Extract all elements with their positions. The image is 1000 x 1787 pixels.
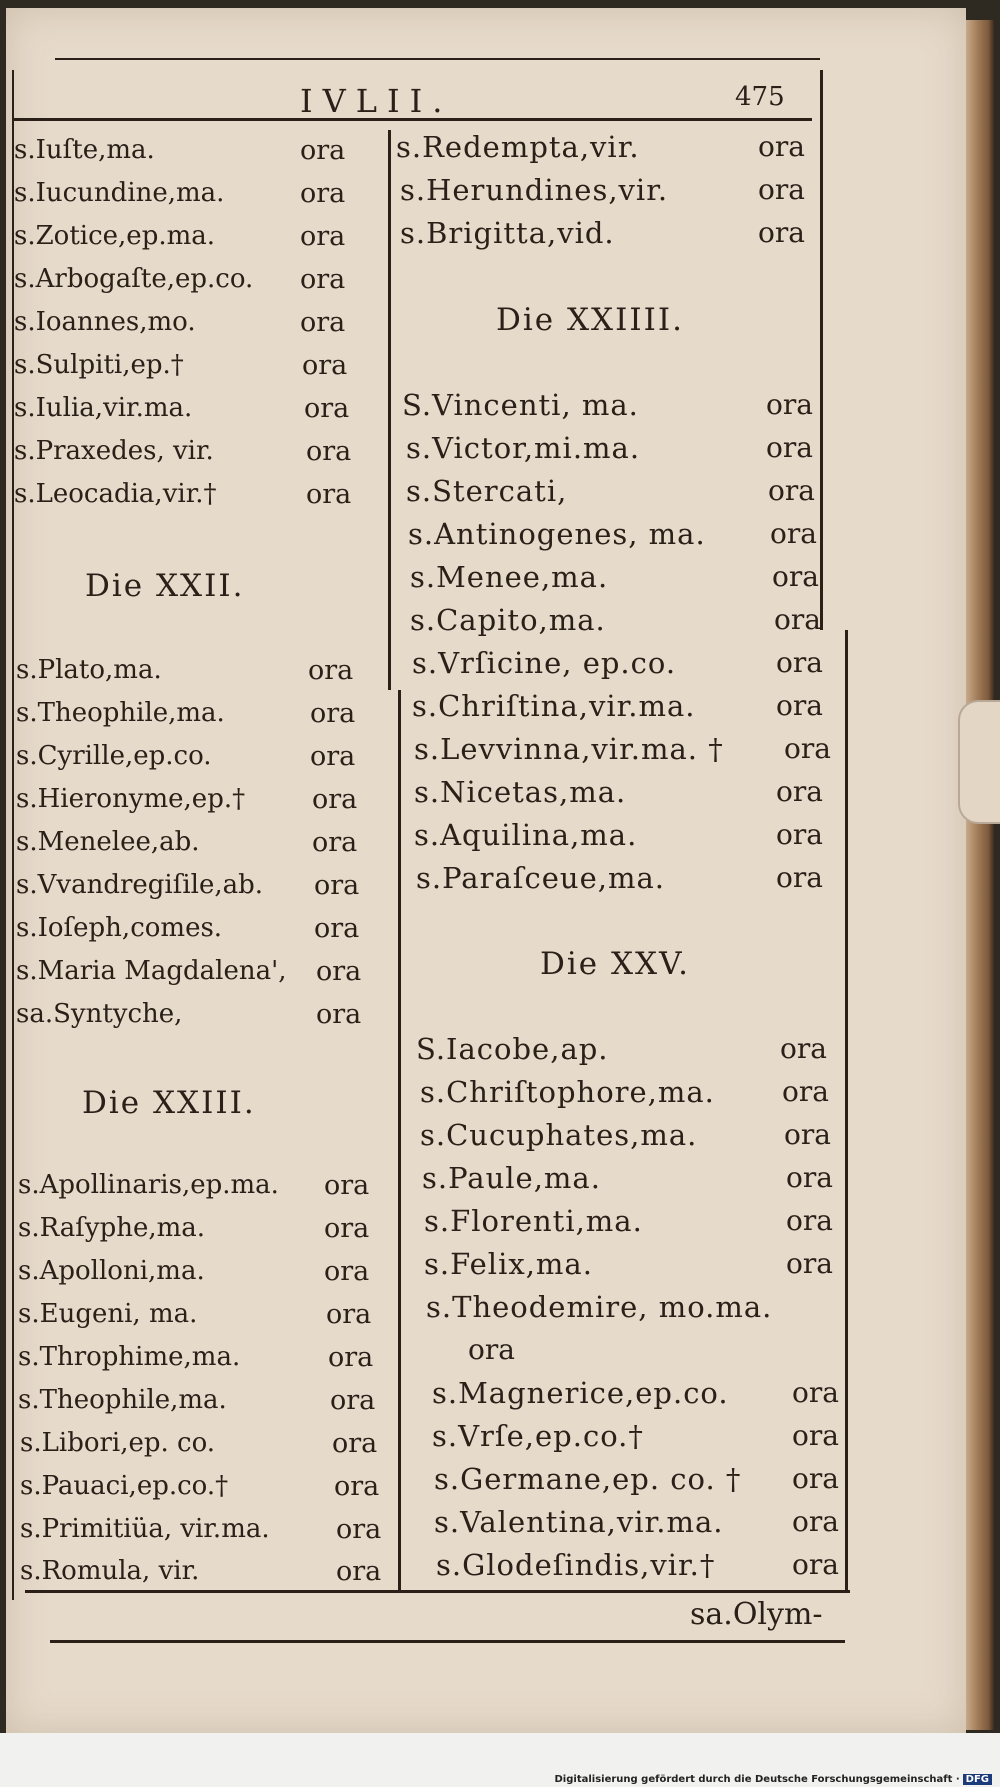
saint-name: s.Menee,ma. <box>410 560 609 594</box>
saint-name: s.Ioſeph,comes. <box>16 913 223 943</box>
list-item <box>422 1161 833 1195</box>
saint-name: s.Nicetas,ma. <box>414 775 627 809</box>
list-item <box>14 393 350 424</box>
saint-name: s.Plato,ma. <box>16 655 162 685</box>
list-item <box>406 474 815 508</box>
credit-text: Digitalisierung gefördert durch die Deutsche Forschungsgemeinschaft · <box>554 1774 960 1785</box>
saint-name: s.Sulpiti,ep.† <box>14 350 184 380</box>
saint-name: s.Iucundine,ma. <box>14 178 225 208</box>
ora-label: ora <box>308 655 354 686</box>
catchword: sa.Olym- <box>690 1597 823 1632</box>
saint-name: s.Chriſtophore,ma. <box>420 1075 715 1109</box>
right-frame-rule <box>820 70 823 630</box>
saint-name: s.Pauaci,ep.co.† <box>20 1471 229 1501</box>
list-item <box>18 1299 372 1330</box>
list-item <box>416 1032 827 1066</box>
saint-name: s.Herundines,vir. <box>400 173 669 207</box>
list-item <box>16 999 362 1030</box>
day-heading: Die XXIIII. <box>496 302 684 338</box>
ora-label: ora <box>328 1342 374 1373</box>
list-item <box>14 135 346 166</box>
ora-label: ora <box>324 1256 370 1287</box>
saint-name: s.Romula, vir. <box>20 1556 200 1586</box>
saint-name: s.Valentina,vir.ma. <box>434 1505 724 1539</box>
list-item <box>20 1428 378 1459</box>
ora-label: ora <box>310 698 356 729</box>
list-item <box>16 956 362 987</box>
left-frame-rule <box>12 70 14 1600</box>
saint-name: s.Iulia,vir.ma. <box>14 393 193 423</box>
list-item <box>432 1376 839 1410</box>
ora-label: ora <box>792 1419 839 1452</box>
ora-label: ora <box>326 1299 372 1330</box>
list-item <box>402 388 813 422</box>
column-divider-top <box>388 130 391 690</box>
list-item <box>424 1204 833 1238</box>
ora-label: ora <box>766 388 813 421</box>
list-item <box>20 1556 382 1587</box>
saint-name: s.Vvandregiſile,ab. <box>16 870 264 900</box>
ora-label: ora <box>782 1075 829 1108</box>
saint-name: s.Capito,ma. <box>410 603 606 637</box>
list-item <box>16 784 358 815</box>
saint-name: s.Theodemire, mo.ma. <box>426 1290 773 1324</box>
list-item <box>14 479 352 510</box>
list-item <box>414 732 831 766</box>
dfg-logo: DFG <box>963 1774 992 1785</box>
list-item <box>396 130 805 164</box>
saint-name: s.Zotice,ep.ma. <box>14 221 216 251</box>
saint-name: s.Eugeni, ma. <box>18 1299 198 1329</box>
list-item <box>16 655 354 686</box>
list-item <box>426 1290 772 1324</box>
saint-name: s.Paraſceue,ma. <box>416 861 665 895</box>
ora-label: ora <box>312 784 358 815</box>
list-item <box>400 173 805 207</box>
saint-name: s.Magnerice,ep.co. <box>432 1376 729 1410</box>
header-top-rule <box>55 58 820 60</box>
list-item <box>412 689 823 723</box>
saint-name: sa.Syntyche, <box>16 999 183 1029</box>
saint-name: s.Vrſicine, ep.co. <box>412 646 677 680</box>
ora-label: ora <box>792 1548 839 1581</box>
list-item <box>18 1213 370 1244</box>
list-item <box>410 603 821 637</box>
saint-name: s.Libori,ep. co. <box>20 1428 216 1458</box>
ora-label: ora <box>758 130 805 163</box>
saint-name: s.Antinogenes, ma. <box>408 517 706 551</box>
ora-label: ora <box>786 1161 833 1194</box>
list-item <box>14 221 346 252</box>
column-divider-bottom <box>398 690 401 1590</box>
ora-label: ora <box>300 221 346 252</box>
ora-label: ora <box>314 913 360 944</box>
list-item <box>414 818 823 852</box>
bottom-rule <box>50 1640 845 1643</box>
list-item <box>468 1333 515 1366</box>
page-number: 475 <box>735 82 785 112</box>
list-item <box>14 264 346 295</box>
saint-name: s.Maria Magdalena', <box>16 956 287 986</box>
ora-label: ora <box>784 732 831 765</box>
saint-name: s.Redempta,vir. <box>396 130 640 164</box>
saint-name: s.Iuſte,ma. <box>14 135 155 165</box>
saint-name: s.Felix,ma. <box>424 1247 593 1281</box>
ora-label: ora <box>314 870 360 901</box>
saint-name: s.Cucuphates,ma. <box>420 1118 698 1152</box>
ora-label: ora <box>776 861 823 894</box>
saint-name: s.Arbogaſte,ep.co. <box>14 264 254 294</box>
saint-name: s.Aquilina,ma. <box>414 818 638 852</box>
list-item <box>420 1118 831 1152</box>
ora-label: ora <box>774 603 821 636</box>
ora-label: ora <box>316 956 362 987</box>
saint-name: s.Brigitta,vid. <box>400 216 615 250</box>
ora-label: ora <box>306 436 352 467</box>
list-item <box>16 698 356 729</box>
ora-label: ora <box>776 775 823 808</box>
saint-name: s.Throphime,ma. <box>18 1342 241 1372</box>
footer-rule <box>25 1590 850 1593</box>
saint-name: s.Cyrille,ep.co. <box>16 741 212 771</box>
list-item <box>16 741 356 772</box>
list-item <box>14 350 348 381</box>
ora-label: ora <box>776 818 823 851</box>
ora-label: ora <box>300 264 346 295</box>
ora-label: ora <box>312 827 358 858</box>
list-item <box>14 307 346 338</box>
ora-label: ora <box>768 474 815 507</box>
list-item <box>18 1385 376 1416</box>
list-item <box>420 1075 829 1109</box>
saint-name: s.Theophile,ma. <box>16 698 225 728</box>
ora-label: ora <box>792 1462 839 1495</box>
list-item <box>412 646 823 680</box>
ora-label: ora <box>310 741 356 772</box>
ora-label: ora <box>324 1213 370 1244</box>
list-item <box>14 178 346 209</box>
saint-name: s.Germane,ep. co. † <box>434 1462 742 1496</box>
list-item <box>414 775 823 809</box>
list-item <box>20 1514 382 1545</box>
list-item <box>16 870 360 901</box>
ora-label: ora <box>786 1247 833 1280</box>
running-title: IVLII. <box>300 82 453 120</box>
list-item <box>434 1505 839 1539</box>
thumb-index-tab <box>958 700 1000 824</box>
saint-name: s.Raſyphe,ma. <box>18 1213 206 1243</box>
saint-name: S.Iacobe,ap. <box>416 1032 609 1066</box>
list-item <box>400 216 805 250</box>
list-item <box>410 560 819 594</box>
list-item <box>434 1462 839 1496</box>
ora-label: ora <box>304 393 350 424</box>
digitization-credit <box>555 1774 993 1785</box>
ora-label: ora <box>300 307 346 338</box>
ora-label: ora <box>334 1471 380 1502</box>
saint-name: s.Praxedes, vir. <box>14 436 214 466</box>
ora-label: ora <box>776 646 823 679</box>
list-item <box>14 436 352 467</box>
ora-label: ora <box>302 350 348 381</box>
list-item <box>416 861 823 895</box>
saint-name: s.Apollinaris,ep.ma. <box>18 1170 279 1200</box>
list-item <box>18 1342 374 1373</box>
page-edge <box>966 20 994 1730</box>
saint-name: s.Glodeſindis,vir.† <box>436 1548 716 1582</box>
ora-label: ora <box>306 479 352 510</box>
list-item <box>436 1548 839 1582</box>
saint-name: s.Victor,mi.ma. <box>406 431 641 465</box>
saint-name: s.Ioannes,mo. <box>14 307 196 337</box>
ora-label: ora <box>332 1428 378 1459</box>
list-item <box>406 431 813 465</box>
saint-name: s.Apolloni,ma. <box>18 1256 205 1286</box>
list-item <box>424 1247 833 1281</box>
list-item <box>408 517 817 551</box>
ora-label: ora <box>330 1385 376 1416</box>
ora-label: ora <box>758 216 805 249</box>
saint-name: s.Leocadia,vir.† <box>14 479 217 509</box>
saint-name: s.Paule,ma. <box>422 1161 601 1195</box>
list-item <box>16 913 360 944</box>
saint-name: s.Stercati, <box>406 474 568 508</box>
saint-name: s.Menelee,ab. <box>16 827 200 857</box>
saint-name: s.Hieronyme,ep.† <box>16 784 246 814</box>
ora-label: ora <box>316 999 362 1030</box>
ora-label: ora <box>300 178 346 209</box>
saint-name: s.Primitiüa, vir.ma. <box>20 1514 270 1544</box>
ora-label: ora <box>770 517 817 550</box>
ora-label: ora <box>780 1032 827 1065</box>
list-item <box>18 1170 370 1201</box>
right-frame-rule-lower <box>845 630 848 1590</box>
ora-label: ora <box>336 1556 382 1587</box>
ora-label: ora <box>784 1118 831 1151</box>
ora-label: ora <box>300 135 346 166</box>
saint-name: s.Chriſtina,vir.ma. <box>412 689 696 723</box>
saint-name: S.Vincenti, ma. <box>402 388 639 422</box>
ora-label: ora <box>336 1514 382 1545</box>
list-item <box>20 1471 380 1502</box>
list-item <box>18 1256 370 1287</box>
ora-label: ora <box>786 1204 833 1237</box>
ora-label: ora <box>776 689 823 722</box>
day-heading: Die XXIII. <box>82 1085 256 1121</box>
saint-name: s.Theophile,ma. <box>18 1385 227 1415</box>
ora-label: ora <box>792 1376 839 1409</box>
ora-label: ora <box>468 1333 515 1366</box>
day-heading: Die XXII. <box>85 568 245 604</box>
ora-label: ora <box>792 1505 839 1538</box>
saint-name: s.Florenti,ma. <box>424 1204 643 1238</box>
list-item <box>16 827 358 858</box>
day-heading: Die XXV. <box>540 946 690 982</box>
ora-label: ora <box>766 431 813 464</box>
ora-label: ora <box>324 1170 370 1201</box>
list-item <box>432 1419 839 1453</box>
saint-name: s.Vrſe,ep.co.† <box>432 1419 644 1453</box>
ora-label: ora <box>758 173 805 206</box>
ora-label: ora <box>772 560 819 593</box>
saint-name: s.Levvinna,vir.ma. † <box>414 732 724 766</box>
